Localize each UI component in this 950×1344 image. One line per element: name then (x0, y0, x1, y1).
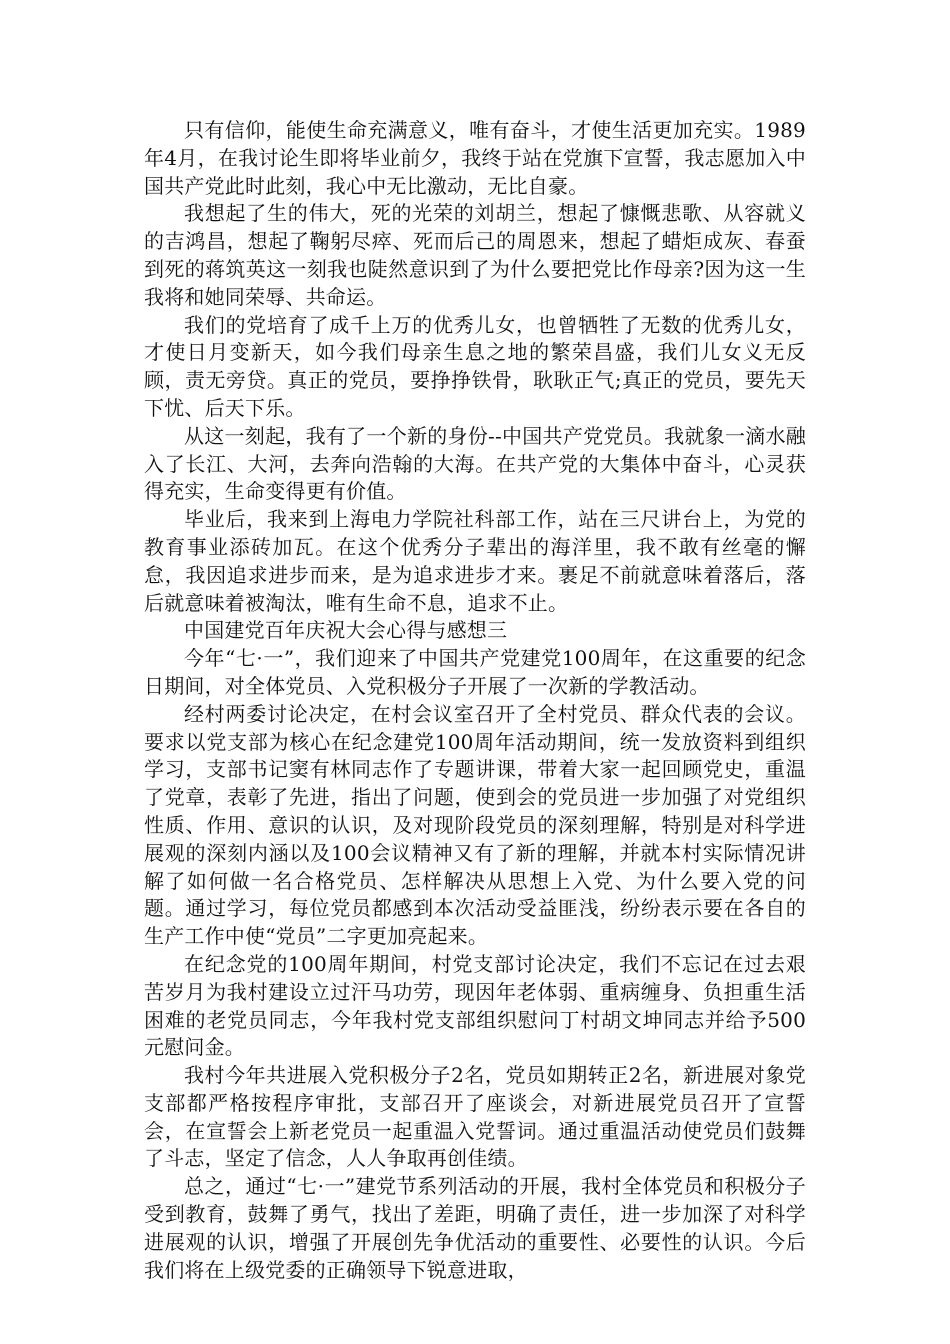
paragraph: 总之，通过“七·一”建党节系列活动的开展，我村全体党员和积极分子受到教育，鼓舞了勇气，找出了差距，明确了责任，进一步加深了对科学进展观的认识，增强了开展创先争优活动的重要性、必要性的认识。今后我们将在上级党委的正确领导下锐意进取， (144, 1174, 806, 1282)
paragraph: 经村两委讨论决定，在村会议室召开了全村党员、群众代表的会议。要求以党支部为核心在纪念建党100周年活动期间，统一发放资料到组织学习，支部书记窦有林同志作了专题讲课，带着大家一起回顾党史，重温了党章，表彰了先进，指出了问题，使到会的党员进一步加强了对党组织性质、作用、意识的认识，及对现阶段党员的深刻理解，特别是对科学进展观的深刻内涵以及100会议精神又有了新的理解，并就本村实际情况讲解了如何做一名合格党员、怎样解决从思想上入党、为什么要入党的问题。通过学习，每位党员都感到本次活动受益匪浅，纷纷表示要在各自的生产工作中使“党员”二字更加亮起来。 (144, 701, 806, 949)
paragraph: 在纪念党的100周年期间，村党支部讨论决定，我们不忘记在过去艰苦岁月为我村建设立过汗马功劳，现因年老体弱、重病缠身、负担重生活困难的老党员同志，今年我村党支部组织慰问丁村胡文坤同志并给予500元慰问金。 (144, 951, 806, 1060)
paragraph: 我想起了生的伟大，死的光荣的刘胡兰，想起了慷慨悲歌、从容就义的吉鸿昌，想起了鞠躬尽瘁、死而后己的周恩来，想起了蜡炬成灰、春蚕到死的蒋筑英这一刻我也陡然意识到了为什么要把党比作母亲?因为这一生我将和她同荣辱、共命运。 (144, 201, 806, 309)
paragraph: 毕业后，我来到上海电力学院社科部工作，站在三尺讲台上，为党的教育事业添砖加瓦。在这个优秀分子辈出的海洋里，我不敢有丝毫的懈怠，我因追求进步而来，是为追求进步才来。裹足不前就意味着落后，落后就意味着被淘汰，唯有生命不息，追求不止。 (144, 507, 806, 615)
section-heading: 中国建党百年庆祝大会心得与感想三 (184, 618, 508, 643)
document-body (144, 117, 806, 1284)
paragraph: 我村今年共进展入党积极分子2名，党员如期转正2名，新进展对象党支部都严格按程序审批，支部召开了座谈会，对新进展党员召开了宣誓会，在宣誓会上新老党员一起重温入党誓词。通过重温活动使党员们鼓舞了斗志，坚定了信念，人人争取再创佳绩。 (144, 1063, 806, 1171)
paragraph: 从这一刻起，我有了一个新的身份--中国共产党党员。我就象一滴水融入了长江、大河，去奔向浩翰的大海。在共产党的大集体中奋斗，心灵获得充实，生命变得更有价值。 (144, 423, 806, 504)
paragraph: 我们的党培育了成千上万的优秀儿女，也曾牺牲了无数的优秀儿女，才使日月变新天，如今我们母亲生息之地的繁荣昌盛，我们儿女义无反顾，责无旁贷。真正的党员，要挣挣铁骨，耿耿正气;真正的党员，要先天下忧、后天下乐。 (144, 312, 806, 420)
paragraph: 只有信仰，能使生命充满意义，唯有奋斗，才使生活更加充实。1989年4月，在我讨论生即将毕业前夕，我终于站在党旗下宣誓，我志愿加入中国共产党此时此刻，我心中无比激动，无比自豪。 (144, 118, 806, 198)
paragraph: 今年“七·一”，我们迎来了中国共产党建党100周年，在这重要的纪念日期间，对全体党员、入党积极分子开展了一次新的学教活动。 (144, 646, 806, 698)
